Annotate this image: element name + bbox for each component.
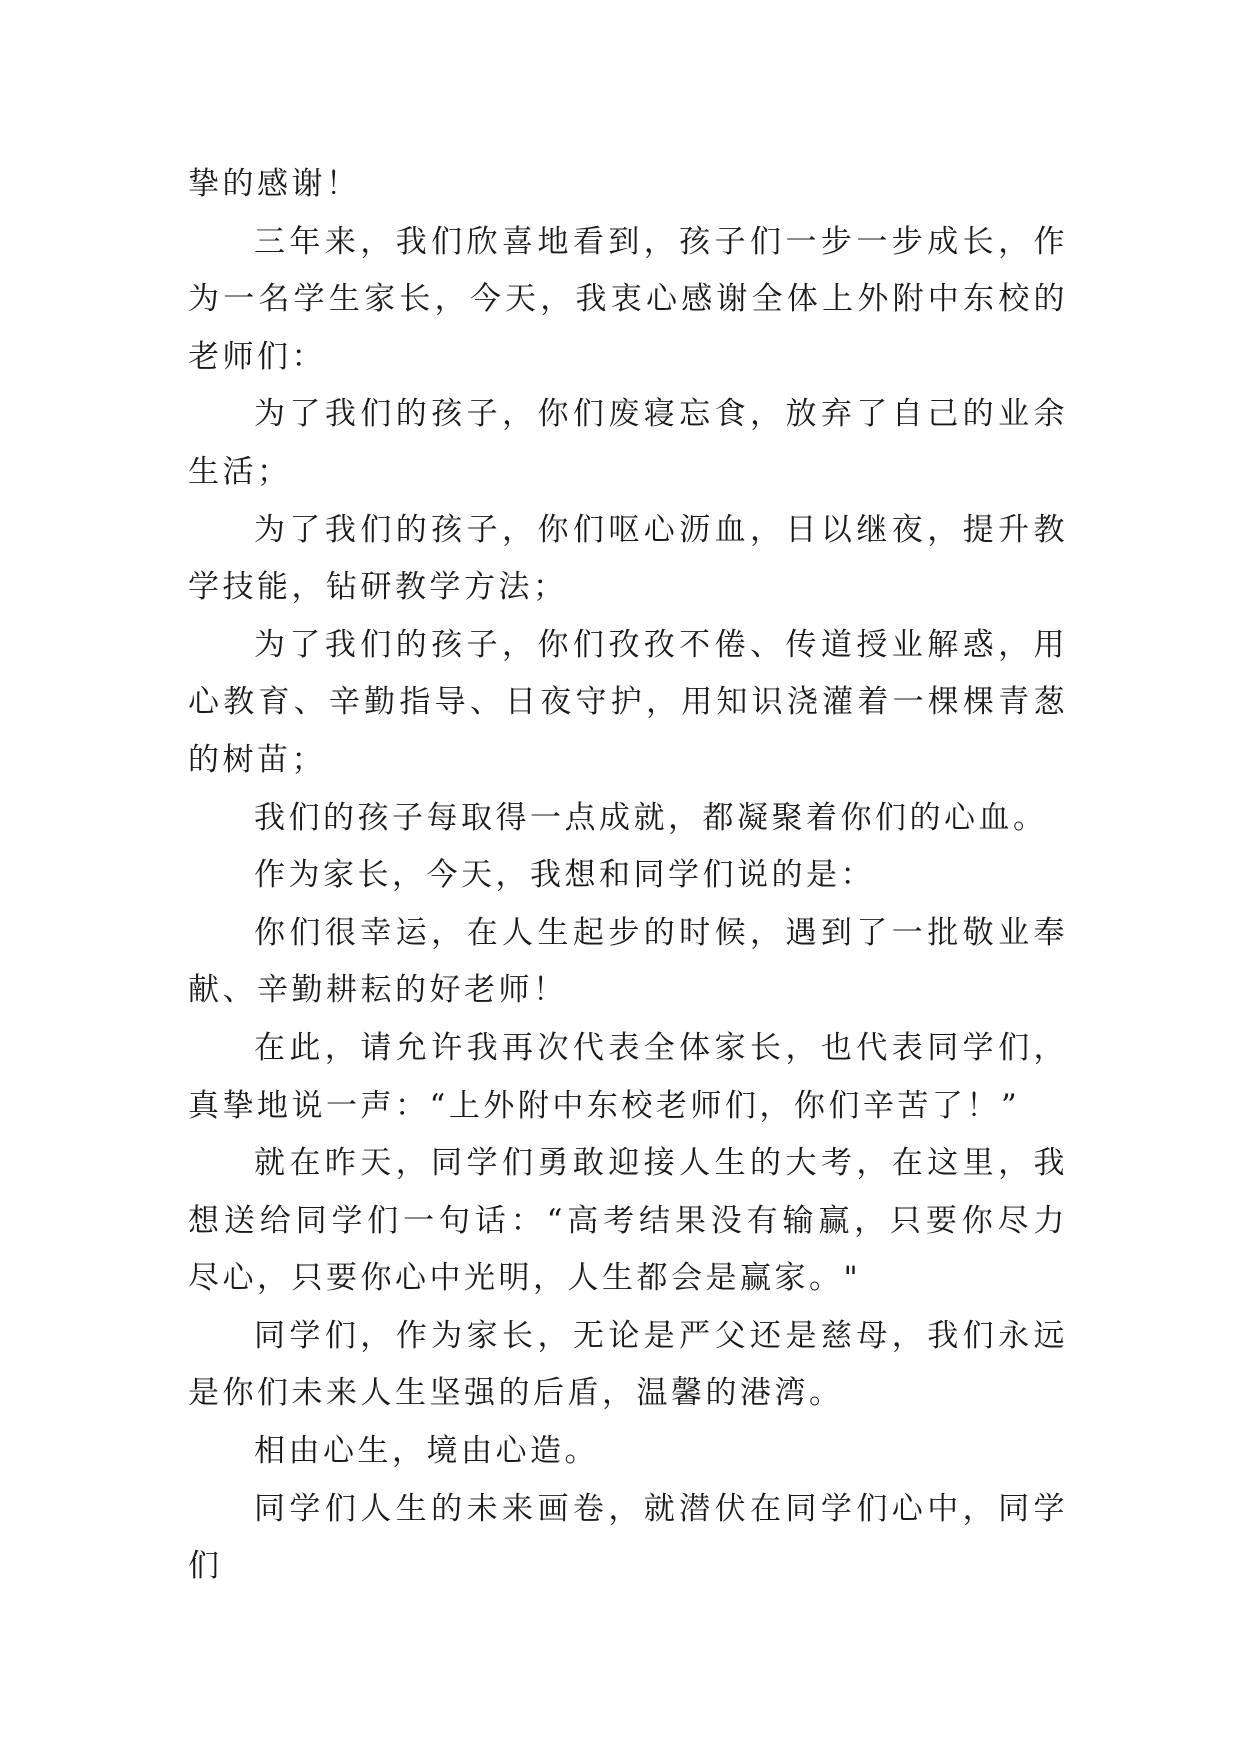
paragraph: 为了我们的孩子，你们呕心沥血，日以继夜，提升教学技能，钻研教学方法； xyxy=(188,511,1068,606)
paragraph: 就在昨天，同学们勇敢迎接人生的大考，在这里，我想送给同学们一句话：“高考结果没有输赢，只要你尽力尽心，只要你心中光明，人生都会是赢家。" xyxy=(188,1145,1068,1297)
paragraph: 相由心生，境由心造。 xyxy=(254,1433,599,1470)
paragraph: 为了我们的孩子，你们孜孜不倦、传道授业解惑，用心教育、辛勤指导、日夜守护，用知识浇灌着一棵棵青葱的树苗； xyxy=(188,626,1068,778)
document-body xyxy=(188,156,1068,1596)
paragraph: 三年来，我们欣喜地看到，孩子们一步一步成长，作为一名学生家长，今天，我衷心感谢全体上外附中东校的老师们： xyxy=(188,223,1068,375)
paragraph: 你们很幸运，在人生起步的时候，遇到了一批敬业奉献、辛勤耕耘的好老师！ xyxy=(188,914,1068,1009)
paragraph: 在此，请允许我再次代表全体家长，也代表同学们，真挚地说一声：“上外附中东校老师们，你们辛苦了！” xyxy=(188,1029,1068,1124)
paragraph: 为了我们的孩子，你们废寝忘食，放弃了自己的业余生活； xyxy=(188,396,1068,490)
paragraph: 同学们，作为家长，无论是严父还是慈母，我们永远是你们未来人生坚强的后盾，温馨的港湾。 xyxy=(188,1317,1068,1412)
paragraph: 挚的感谢！ xyxy=(188,166,361,202)
paragraph: 我们的孩子每取得一点成就，都凝聚着你们的心血。 xyxy=(254,799,1048,836)
paragraph: 同学们人生的未来画卷，就潜伏在同学们心中，同学们 xyxy=(188,1490,1068,1585)
paragraph: 作为家长，今天，我想和同学们说的是： xyxy=(254,857,875,894)
